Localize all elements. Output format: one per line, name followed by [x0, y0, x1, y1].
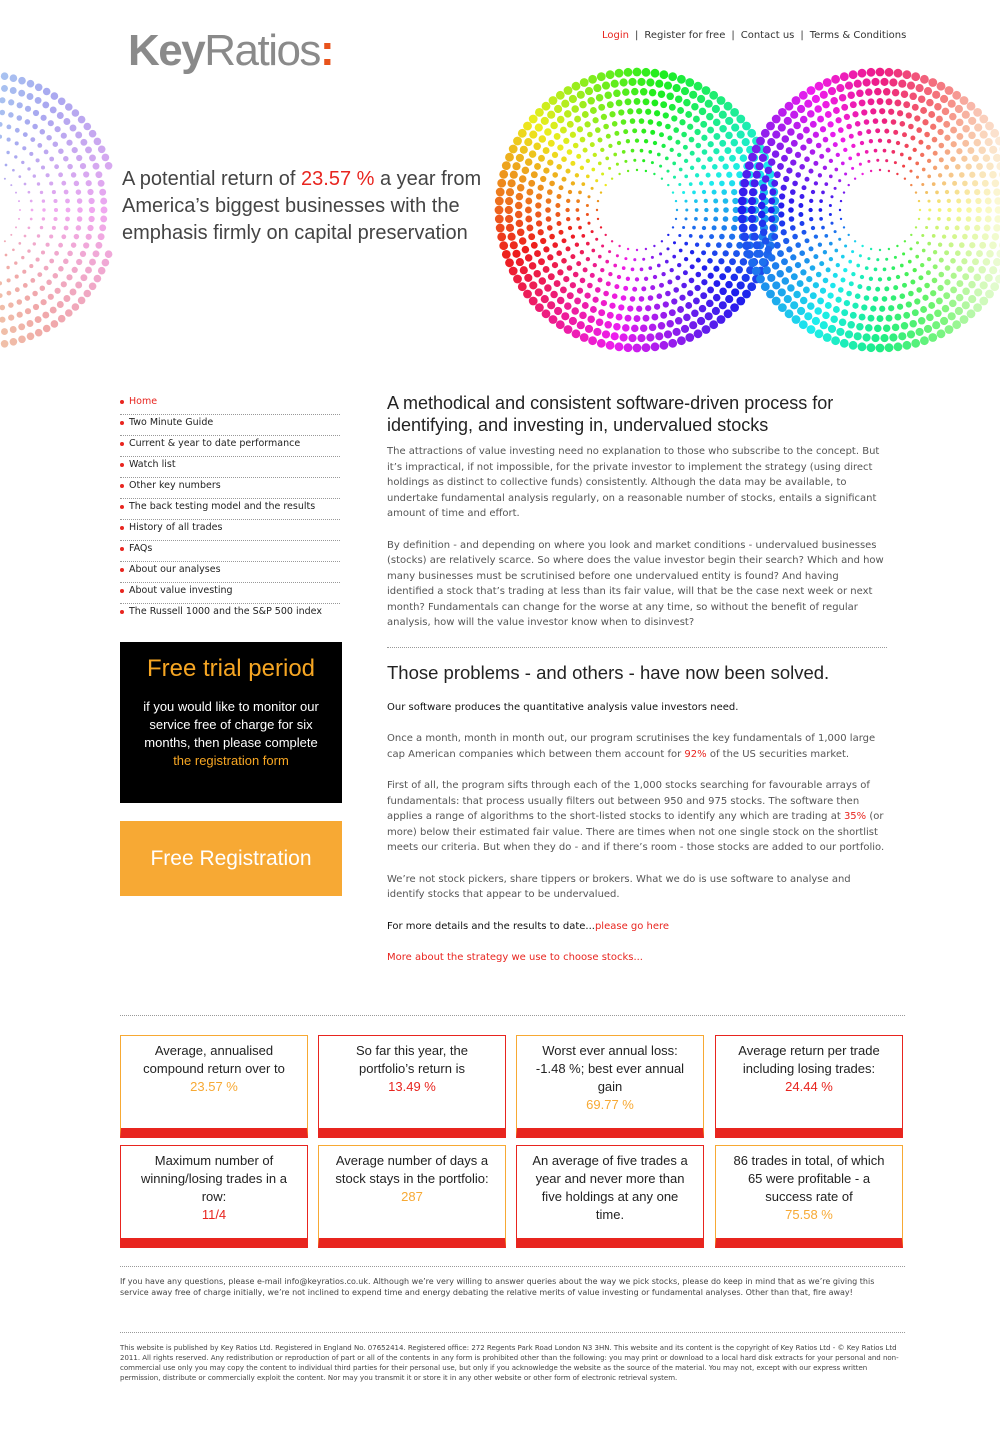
registration-form-link[interactable]: the registration form — [173, 753, 289, 768]
paragraph-5 — [387, 778, 887, 856]
main-heading: A methodical and consistent software-driven process for identifying, and investing in, undervalued stocks — [387, 393, 834, 435]
stat-value: 24.44 % — [785, 1079, 833, 1094]
terms-link[interactable]: Terms & Conditions — [809, 30, 907, 41]
free-trial-box — [120, 642, 342, 803]
footer-divider — [120, 1266, 905, 1267]
discount-value: 35% — [843, 811, 867, 822]
nav-separator: | — [800, 30, 804, 41]
stat-value: 69.77 % — [586, 1097, 634, 1112]
stat-box — [516, 1035, 704, 1138]
sidebar-item[interactable]: History of all trades — [120, 520, 340, 541]
stat-value: 75.58 % — [785, 1207, 833, 1222]
paragraph-1: The attractions of value investing need no explanation to those who subscribe to the concept. But it’s impractical, if not impossible, for the private investor to implement the strategy (using direct holdings as distinct to collective funds) consistently. Although the data may be available, to undertake fundamental analysis regularly, on a reasonable number of stocks, entails a significant amount of time and effort. — [387, 446, 880, 519]
stat-value: 23.57 % — [190, 1079, 238, 1094]
logo-key: Key — [128, 26, 205, 75]
free-trial-title: Free trial period — [146, 655, 316, 682]
stat-text: 86 trades in total, of which 65 were profitable - a success rate of — [733, 1153, 885, 1204]
sidebar-item[interactable]: Two Minute Guide — [120, 415, 340, 436]
stat-text: Average return per trade including losing trades: — [738, 1043, 880, 1076]
sidebar-item[interactable]: Other key numbers — [120, 478, 340, 499]
stat-box — [715, 1145, 903, 1248]
edge-dot-ring — [0, 72, 112, 347]
p4-text-c: of the US securities market. — [706, 748, 850, 760]
sidebar-item[interactable]: Home — [120, 394, 340, 415]
sidebar-item[interactable]: The Russell 1000 and the S&P 500 index — [120, 604, 340, 624]
stat-box — [318, 1035, 506, 1138]
hero-rate: 23.57 % — [301, 168, 375, 190]
p5-text-a: First of all, the program sifts through each of the 1,000 stocks searching for favourable arrays of fundamentals: that process usually filters out between 950 and 975 stocks. The software then applies a range of algorithms to the short-listed stocks to identify any which are trading at — [387, 780, 870, 822]
hero-headline — [122, 166, 502, 247]
login-link[interactable]: Login — [602, 30, 629, 41]
strategy-link[interactable]: More about the strategy we use to choose stocks... — [387, 952, 643, 963]
stat-text: Average, annualised compound return over to — [143, 1043, 285, 1076]
please-go-here-link[interactable]: please go here — [594, 920, 670, 932]
sidebar-navigation — [120, 394, 340, 624]
solved-heading: Those problems - and others - have now been solved. — [387, 661, 830, 683]
register-link[interactable]: Register for free — [644, 30, 726, 41]
section-divider — [387, 647, 887, 648]
paragraph-7 — [387, 919, 887, 935]
footer-questions: If you have any questions, please e-mail info@keyratios.co.uk. Although we’re very willing to answer queries about the way we pick stocks, please do keep in mind that as we’re giving this service away free of charge initially, we’re not inclined to expend time and energy debating the relative merits of value investing or fundamental analyses. Other than that, fire away! — [120, 1277, 875, 1297]
sidebar-item[interactable]: Current & year to date performance — [120, 436, 340, 457]
left-dot-ring — [495, 68, 780, 353]
sidebar-item[interactable]: About our analyses — [120, 562, 340, 583]
stat-box — [715, 1035, 903, 1138]
stats-divider — [120, 1015, 905, 1016]
p4-text-a: Once a month, month in month out, our program scrutinises the key fundamentals of 1,000 large cap American companies which between them account for — [387, 733, 876, 760]
stat-box — [318, 1145, 506, 1248]
sidebar-item[interactable]: FAQs — [120, 541, 340, 562]
free-registration-button[interactable]: Free Registration — [120, 821, 342, 896]
top-navigation — [602, 30, 906, 41]
stat-box — [516, 1145, 704, 1248]
p5-text-c: (or more) below their estimated fair value. There are times when not one single stock on the shortlist meets our criteria. But when they do - and if there’s room - those stocks are added to our portfolio. — [387, 811, 885, 853]
sidebar-item[interactable]: About value investing — [120, 583, 340, 604]
footer-legal: This website is published by Key Ratios Ltd. Registered in England No. 07652414. Registered office: 272 Regents Park Road London N3 3HN. This website and its content is the copyright of Key Ratios Ltd - © Key Ratios Ltd 2011. All rights reserved. Any redistribution or reproduction of part or all of the contents in any form is prohibited other than the following: you may print or download to a local hard disk extracts for your personal and non-commercial use only you may copy the content to individual third parties for their personal use, but only if you acknowledge the website as the source of the material. You may not, except with our express written permission, distribute or commercially exploit the content. Nor may you transmit it or store it in any other website or other form of electronic retrieval system. — [120, 1344, 899, 1382]
stat-text: An average of five trades a year and never more than five holdings at any one time. — [532, 1153, 688, 1222]
sidebar-item[interactable]: The back testing model and the results — [120, 499, 340, 520]
nav-separator: | — [634, 30, 639, 41]
stat-box — [120, 1145, 308, 1248]
p7-text: For more details and the results to date... — [387, 920, 595, 932]
logo-ratios: Ratios — [204, 26, 320, 75]
stat-value: 287 — [401, 1189, 423, 1204]
stat-value: 13.49 % — [388, 1079, 436, 1094]
free-trial-description: if you would like to monitor our service free of charge for six months, then please complete — [143, 699, 319, 750]
stat-text: So far this year, the portfolio’s return is — [355, 1043, 468, 1076]
contact-link[interactable]: Contact us — [740, 30, 795, 41]
free-trial-text — [134, 698, 328, 770]
footer-divider — [120, 1332, 905, 1333]
stat-text: Maximum number of winning/losing trades in a row: — [141, 1153, 287, 1204]
paragraph-6: We’re not stock pickers, share tippers or brokers. What we do is use software to analyse and identify stocks that appear to be undervalued. — [387, 873, 851, 900]
hero-post: a year from America’s biggest businesses with the emphasis firmly on capital preservation — [122, 168, 482, 244]
logo-colon: : — [319, 26, 334, 75]
stat-value: 11/4 — [201, 1207, 227, 1222]
paragraph-2: By definition - and depending on where you look and market conditions - undervalued businesses (stocks) are relatively scarce. So where does the value investor begin their search? Which and how many businesses must be scrutinised before one undervalued entity is found? And having identified a stock that’s trading at less than its fair value, will that be the case next week or next month? Fundamentals can change for the worse at any time, so without the benefit of regular analysis, how will the value investor know when to disinvest? — [387, 539, 884, 628]
nav-separator: | — [731, 30, 735, 41]
stat-text: Worst ever annual loss: -1.48 %; best ever annual gain — [535, 1043, 685, 1094]
sidebar-item[interactable]: Watch list — [120, 457, 340, 478]
paragraph-4 — [387, 731, 887, 762]
market-share-value: 92% — [684, 748, 707, 760]
main-content — [387, 392, 887, 982]
stat-box — [120, 1035, 308, 1138]
stat-text: Average number of days a stock stays in the portfolio: — [335, 1153, 489, 1186]
hero-pre: A potential return of — [122, 168, 302, 190]
paragraph-3: Our software produces the quantitative analysis value investors need. — [387, 701, 739, 713]
